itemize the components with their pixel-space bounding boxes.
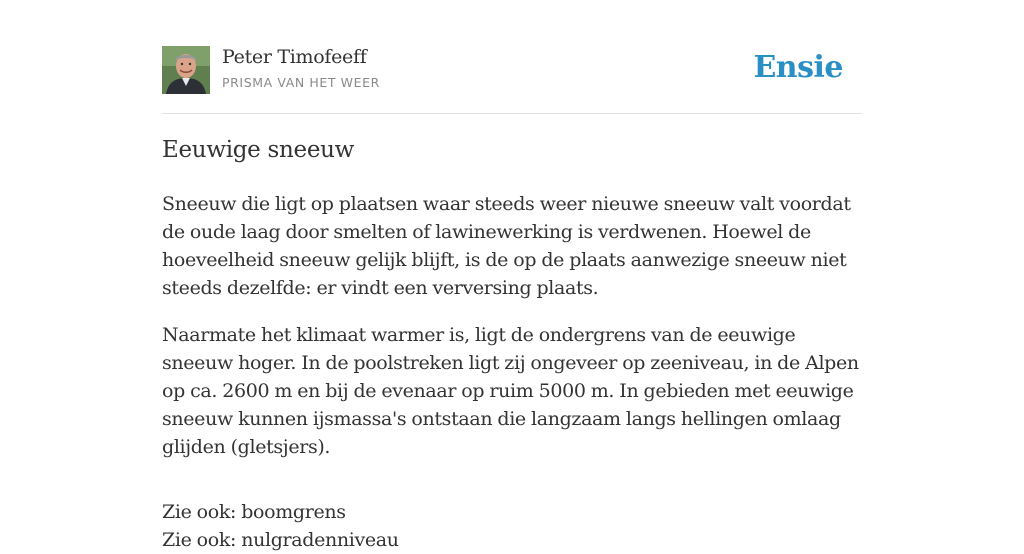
see-also-boomgrens[interactable]: Zie ook: boomgrens: [162, 501, 346, 523]
article-header: [162, 46, 862, 96]
header-divider: [162, 113, 862, 114]
article-title: Eeuwige sneeuw: [162, 137, 355, 163]
article-body: [162, 190, 862, 554]
see-also-nulgradenniveau[interactable]: Zie ook: nulgradenniveau: [162, 529, 399, 551]
ensie-logo[interactable]: Ensie: [753, 50, 843, 85]
author-name[interactable]: Peter Timofeeff: [222, 46, 367, 68]
see-also-list: [162, 498, 862, 554]
paragraph-2: Naarmate het klimaat warmer is, ligt de ondergrens van de eeuwige sneeuw hoger. In de poolstreken ligt zij ongeveer op zeeniveau, in de Alpen op ca. 2600 m en bij de evenaar op ruim 5000 m. In gebieden met eeuwige sneeuw kunnen ijsmassa's ontstaan die langzaam langs hellingen omlaag glijden (gletsjers).: [162, 324, 859, 458]
avatar-portrait-icon: [162, 46, 210, 94]
publication-name[interactable]: PRISMA VAN HET WEER: [222, 75, 380, 90]
paragraph-1: Sneeuw die ligt op plaatsen waar steeds weer nieuwe sneeuw valt voordat de oude laag door smelten of lawinewerking is verdwenen. Hoewel de hoeveelheid sneeuw gelijk blijft, is de op de plaats aanwezige sneeuw niet steeds dezelfde: er vindt een verversing plaats.: [162, 193, 851, 299]
author-avatar[interactable]: [162, 46, 210, 94]
